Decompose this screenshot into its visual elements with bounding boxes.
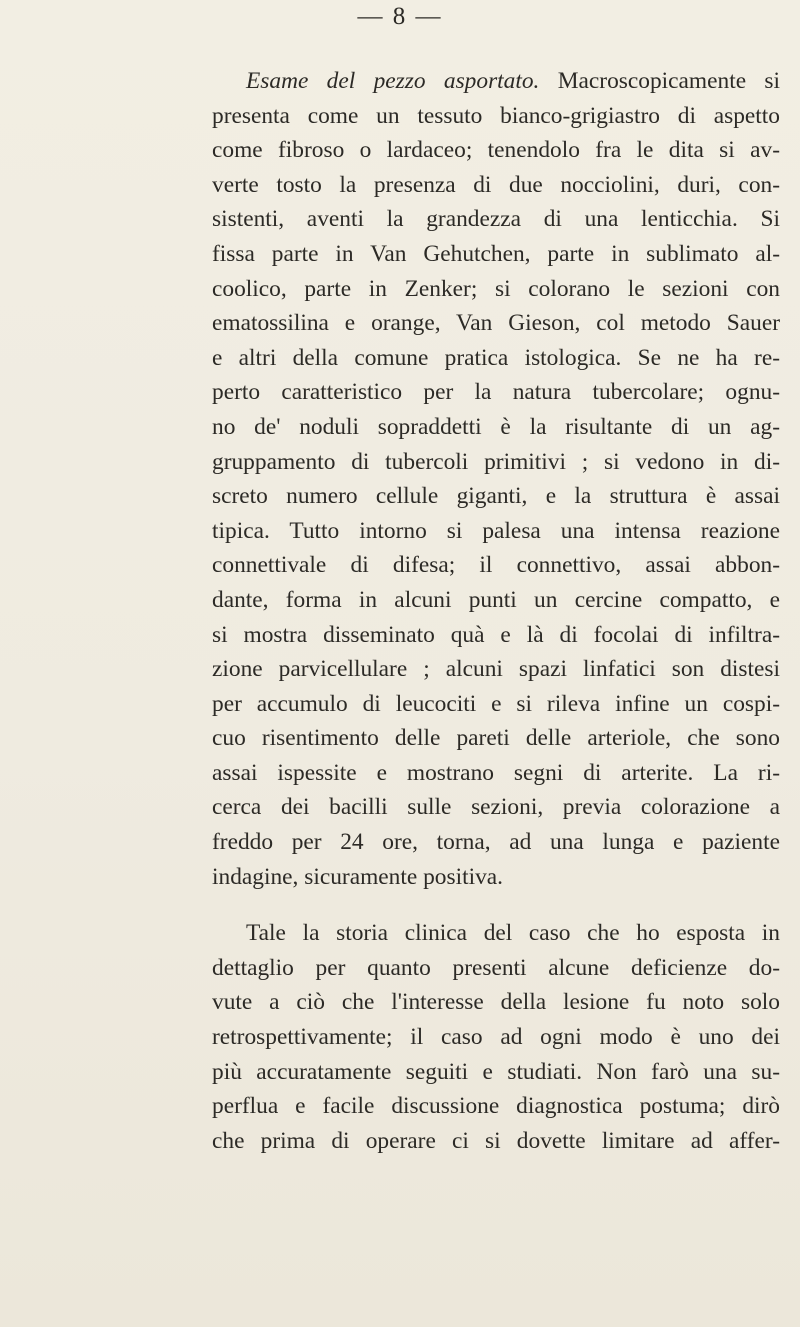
text-line: tipica. Tutto intorno si palesa una intensa reazione bbox=[212, 517, 780, 544]
text-line: zione parvicellulare ; alcuni spazi linfatici son distesi bbox=[212, 656, 780, 683]
text-line: freddo per 24 ore, torna, ad una lunga e paziente bbox=[212, 829, 780, 856]
paragraph-discussion bbox=[212, 916, 780, 1158]
text-line: retrospettivamente; il caso ad ogni modo è uno dei bbox=[212, 1024, 780, 1051]
text-line: perto caratteristico per la natura tubercolare; ognu- bbox=[212, 379, 780, 406]
text-line: si mostra disseminato quà e là di focolai di infiltra- bbox=[212, 621, 780, 648]
text-line: che prima di operare ci si dovette limitare ad affer- bbox=[212, 1127, 780, 1154]
text-line: Tale la storia clinica del caso che ho esposta in bbox=[246, 920, 780, 947]
text-line: sistenti, aventi la grandezza di una lenticchia. Si bbox=[212, 206, 780, 233]
text-line: vute a ciò che l'interesse della lesione fu noto solo bbox=[212, 989, 780, 1016]
text-line: per accumulo di leucociti e si rileva infine un cospi- bbox=[212, 690, 780, 717]
text-line: verte tosto la presenza di due nocciolini, duri, con- bbox=[212, 171, 780, 198]
text-line: fissa parte in Van Gehutchen, parte in sublimato al- bbox=[212, 240, 780, 267]
text-line: perflua e facile discussione diagnostica postuma; dirò bbox=[212, 1093, 780, 1120]
text-line-continuation: Macroscopicamente si bbox=[539, 68, 781, 94]
text-line: indagine, sicuramente positiva. bbox=[212, 863, 504, 890]
text-line: ematossilina e orange, Van Gieson, col metodo Sauer bbox=[212, 310, 780, 337]
paragraph-exam bbox=[212, 64, 780, 894]
text-line bbox=[212, 64, 780, 99]
body-text bbox=[212, 64, 780, 1158]
text-line: connettivale di difesa; il connettivo, assai abbon- bbox=[212, 552, 780, 579]
text-line: screto numero cellule giganti, e la struttura è assai bbox=[212, 483, 780, 510]
text-line: gruppamento di tubercoli primitivi ; si vedono in di- bbox=[212, 448, 780, 475]
text-line: no de' noduli sopraddetti è la risultante di un ag- bbox=[212, 413, 780, 440]
page-number: — 8 — bbox=[357, 3, 443, 30]
text-line: come fibroso o lardaceo; tenendolo fra le dita si av- bbox=[212, 137, 780, 164]
text-line: dante, forma in alcuni punti un cercine compatto, e bbox=[212, 586, 780, 613]
text-line: presenta come un tessuto bianco-grigiastro di aspetto bbox=[212, 102, 780, 129]
section-heading: Esame del pezzo asportato. bbox=[246, 68, 540, 94]
paragraph-spacer bbox=[212, 894, 780, 916]
text-line: cerca dei bacilli sulle sezioni, previa colorazione a bbox=[212, 794, 780, 821]
text-line: dettaglio per quanto presenti alcune deficienze do- bbox=[212, 954, 780, 981]
text-line: cuo risentimento delle pareti delle arteriole, che sono bbox=[212, 725, 780, 752]
text-line: assai ispessite e mostrano segni di arterite. La ri- bbox=[212, 759, 780, 786]
text-line: più accuratamente seguiti e studiati. Non farò una su- bbox=[212, 1058, 780, 1085]
text-line: e altri della comune pratica istologica. Se ne ha re- bbox=[212, 344, 780, 371]
text-line: coolico, parte in Zenker; si colorano le sezioni con bbox=[212, 275, 780, 302]
